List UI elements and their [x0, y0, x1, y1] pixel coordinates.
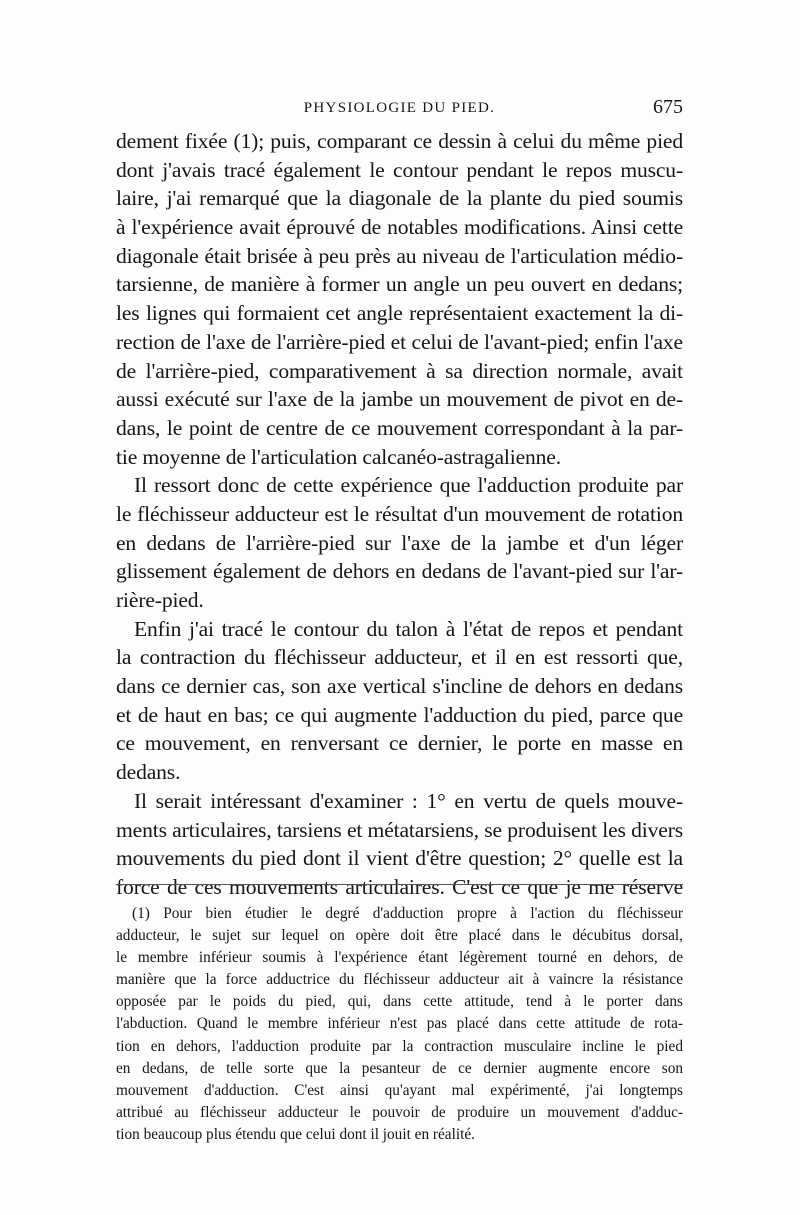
- footnote-line: attribué au fléchisseur adducteur le pouvoir de produire un mouvement d'adduc-: [116, 1103, 683, 1121]
- body-line: les lignes qui formaient cet angle représentaient exactement la di-: [116, 301, 683, 326]
- page-number: 675: [653, 96, 683, 118]
- footnote-line: adducteur, le sujet sur lequel on opère doit être placé dans le décubitus dorsal,: [116, 927, 683, 945]
- footnote-line: mouvement d'adduction. C'est ainsi qu'ayant mal expérimenté, j'ai longtemps: [116, 1081, 683, 1099]
- body-line: et de haut en bas; ce qui augmente l'adduction du pied, parce que: [116, 702, 683, 727]
- body-line: dans ce dernier cas, son axe vertical s'incline de dehors en dedans: [116, 674, 683, 699]
- body-line: de l'arrière-pied, comparativement à sa direction normale, avait: [116, 358, 683, 383]
- footnote-line: en dedans, de telle sorte que la pesanteur de ce dernier augmente encore son: [116, 1059, 683, 1077]
- body-line: dans, le point de centre de ce mouvement correspondant à la par-: [116, 415, 683, 440]
- running-head: [116, 96, 683, 120]
- body-line: Il serait intéressant d'examiner : 1° en vertu de quels mouve-: [134, 788, 683, 813]
- footnote-line: le membre inférieur soumis à l'expérience étant légèrement tourné en dehors, de: [116, 949, 683, 967]
- footnote-line: opposée par le poids du pied, qui, dans cette attitude, tend à le porter dans: [116, 993, 683, 1011]
- footnote-line: tion en dehors, l'adduction produite par la contraction musculaire incline le pied: [116, 1037, 683, 1055]
- body-line: rection de l'axe de l'arrière-pied et celui de l'avant-pied; enfin l'axe: [116, 329, 683, 354]
- body-line: le fléchisseur adducteur est le résultat d'un mouvement de rotation: [116, 501, 683, 526]
- body-line: ce mouvement, en renversant ce dernier, le porte en masse en: [116, 731, 683, 756]
- body-line: dont j'avais tracé également le contour pendant le repos muscu-: [116, 157, 683, 182]
- body-line: tie moyenne de l'articulation calcanéo-astragalienne.: [116, 444, 561, 469]
- footnote-divider: [116, 884, 683, 885]
- footnote-line: tion beaucoup plus étendu que celui dont il jouit en réalité.: [116, 1125, 475, 1143]
- body-line: laire, j'ai remarqué que la diagonale de la plante du pied soumis: [116, 186, 683, 211]
- body-line: ments articulaires, tarsiens et métatarsiens, se produisent les divers: [116, 817, 683, 842]
- body-line: force de ces mouvements articulaires. C'est ce que je me réserve: [116, 874, 683, 899]
- body-line: diagonale était brisée à peu près au niveau de l'articulation médio-: [116, 243, 683, 268]
- footnotes: [116, 903, 683, 1146]
- running-title: PHYSIOLOGIE DU PIED.: [303, 100, 496, 116]
- body-line: en dedans de l'arrière-pied sur l'axe de la jambe et d'un léger: [116, 530, 683, 555]
- body-line: à l'expérience avait éprouvé de notables modifications. Ainsi cette: [116, 215, 683, 240]
- body-line: glissement également de dehors en dedans de l'avant-pied sur l'ar-: [116, 559, 683, 584]
- body-line: rière-pied.: [116, 588, 204, 612]
- body-line: dedans.: [116, 760, 181, 785]
- body-line: dement fixée (1); puis, comparant ce dessin à celui du même pied: [116, 129, 683, 153]
- body-line: aussi exécuté sur l'axe de la jambe un mouvement de pivot en de-: [116, 387, 683, 412]
- body-line: Il ressort donc de cette expérience que l'adduction produite par: [134, 473, 683, 498]
- footnote-line: l'abduction. Quand le membre inférieur n'est pas placé dans cette attitude de rota-: [116, 1015, 683, 1033]
- body-line: la contraction du fléchisseur adducteur, et il en est ressorti que,: [116, 645, 683, 670]
- body-line: tarsienne, de manière à former un angle un peu ouvert en dedans;: [116, 272, 683, 297]
- body-text: [116, 127, 683, 902]
- body-line: Enfin j'ai tracé le contour du talon à l'état de repos et pendant: [134, 616, 683, 641]
- body-line: mouvements du pied dont il vient d'être question; 2° quelle est la: [116, 846, 683, 871]
- footnote-line: manière que la force adductrice du fléchisseur adducteur ait à vaincre la résistance: [116, 971, 683, 989]
- footnote-line: (1) Pour bien étudier le degré d'adduction propre à l'action du fléchisseur: [132, 905, 683, 922]
